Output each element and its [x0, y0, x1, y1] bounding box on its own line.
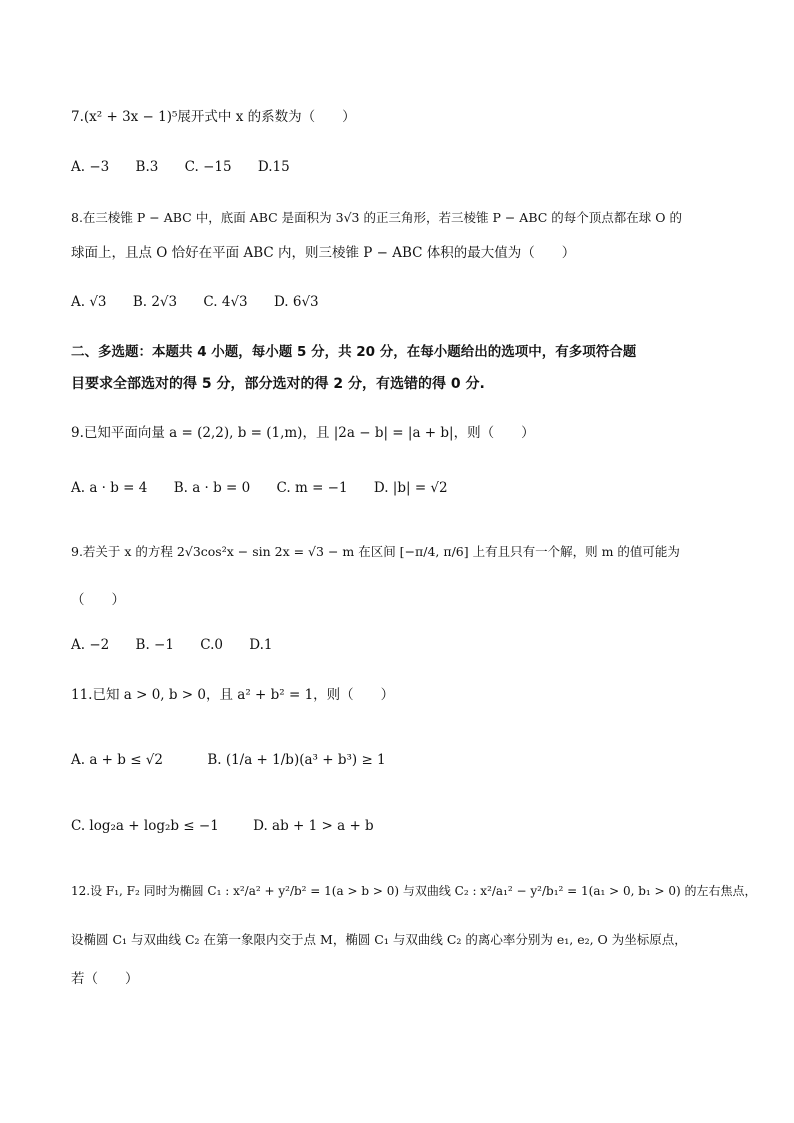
q9b-option-d: D.1 — [249, 637, 273, 653]
q9b-option-a: A. −2 — [71, 637, 110, 653]
q8-options — [71, 291, 341, 313]
q9b-stem-cont: （ ） — [71, 592, 125, 608]
q9a-option-c: C. m = −1 — [276, 480, 348, 496]
q7-option-d: D.15 — [257, 159, 290, 175]
q9a-options — [71, 477, 470, 499]
section-2-line2: 目要求全部选对的得 5 分，部分选对的得 2 分，有选错的得 0 分. — [71, 376, 485, 392]
q8-option-a: A. √3 — [71, 294, 107, 310]
q11-option-b: B. (1/a + 1/b)(a³ + b³) ≥ 1 — [207, 752, 386, 768]
section-2-line1: 二、多选题：本题共 4 小题，每小题 5 分，共 20 分，在每小题给出的选项中，有多项符合题 — [71, 344, 637, 360]
q7-option-b: B.3 — [135, 159, 159, 175]
q12-line2: 设椭圆 C₁ 与双曲线 C₂ 在第一象限内交于点 M，椭圆 C₁ 与双曲线 C₂ 的离心率分别为 e₁, e₂, O 为坐标原点， — [71, 932, 687, 947]
q7-option-a: A. −3 — [71, 159, 110, 175]
q9a-option-a: A. a · b = 4 — [71, 480, 148, 496]
q11-stem: 11.已知 a > 0, b > 0，且 a² + b² = 1，则（ ） — [71, 687, 395, 703]
q11-option-a: A. a + b ≤ √2 — [71, 752, 164, 768]
q9b-option-b: B. −1 — [135, 637, 174, 653]
q7-stem: 7.(x² + 3x − 1)⁵展开式中 x 的系数为（ ） — [71, 109, 356, 125]
q7-option-c: C. −15 — [184, 159, 232, 175]
q9a-option-d: D. |b| = √2 — [373, 480, 448, 496]
q11-options-row2 — [71, 815, 396, 837]
q9a-option-b: B. a · b = 0 — [173, 480, 251, 496]
q8-stem-line1: 8.在三棱锥 P − ABC 中，底面 ABC 是面积为 3√3 的正三角形，若三棱锥 P − ABC 的每个顶点都在球 O 的 — [71, 210, 682, 225]
q9b-stem: 9.若关于 x 的方程 2√3cos²x − sin 2x = √3 − m 在区间 [−π/4, π/6] 上有且只有一个解，则 m 的值可能为 — [71, 544, 680, 559]
q11-option-c: C. log₂a + log₂b ≤ −1 — [71, 818, 219, 834]
q8-option-c: C. 4√3 — [203, 294, 248, 310]
q9a-stem: 9.已知平面向量 a = (2,2), b = (1,m)，且 |2a − b| = |a + b|，则（ ） — [71, 425, 535, 441]
q9b-option-c: C.0 — [200, 637, 223, 653]
q11-options-row1 — [71, 749, 408, 771]
q11-option-d: D. ab + 1 > a + b — [253, 818, 374, 834]
q7-options — [71, 156, 312, 178]
q9b-options — [71, 634, 295, 656]
q8-option-d: D. 6√3 — [273, 294, 319, 310]
q12-line1: 12.设 F₁, F₂ 同时为椭圆 C₁ : x²/a² + y²/b² = 1(a > b > 0) 与双曲线 C₂ : x²/a₁² − y²/b₁² = 1(a₁ > 0, b₁ > 0) 的左右焦点， — [71, 884, 757, 898]
q12-line3: 若（ ） — [71, 971, 139, 987]
q8-option-b: B. 2√3 — [132, 294, 178, 310]
q8-stem-line2: 球面上，且点 O 恰好在平面 ABC 内，则三棱锥 P − ABC 体积的最大值为（ ） — [71, 245, 576, 261]
